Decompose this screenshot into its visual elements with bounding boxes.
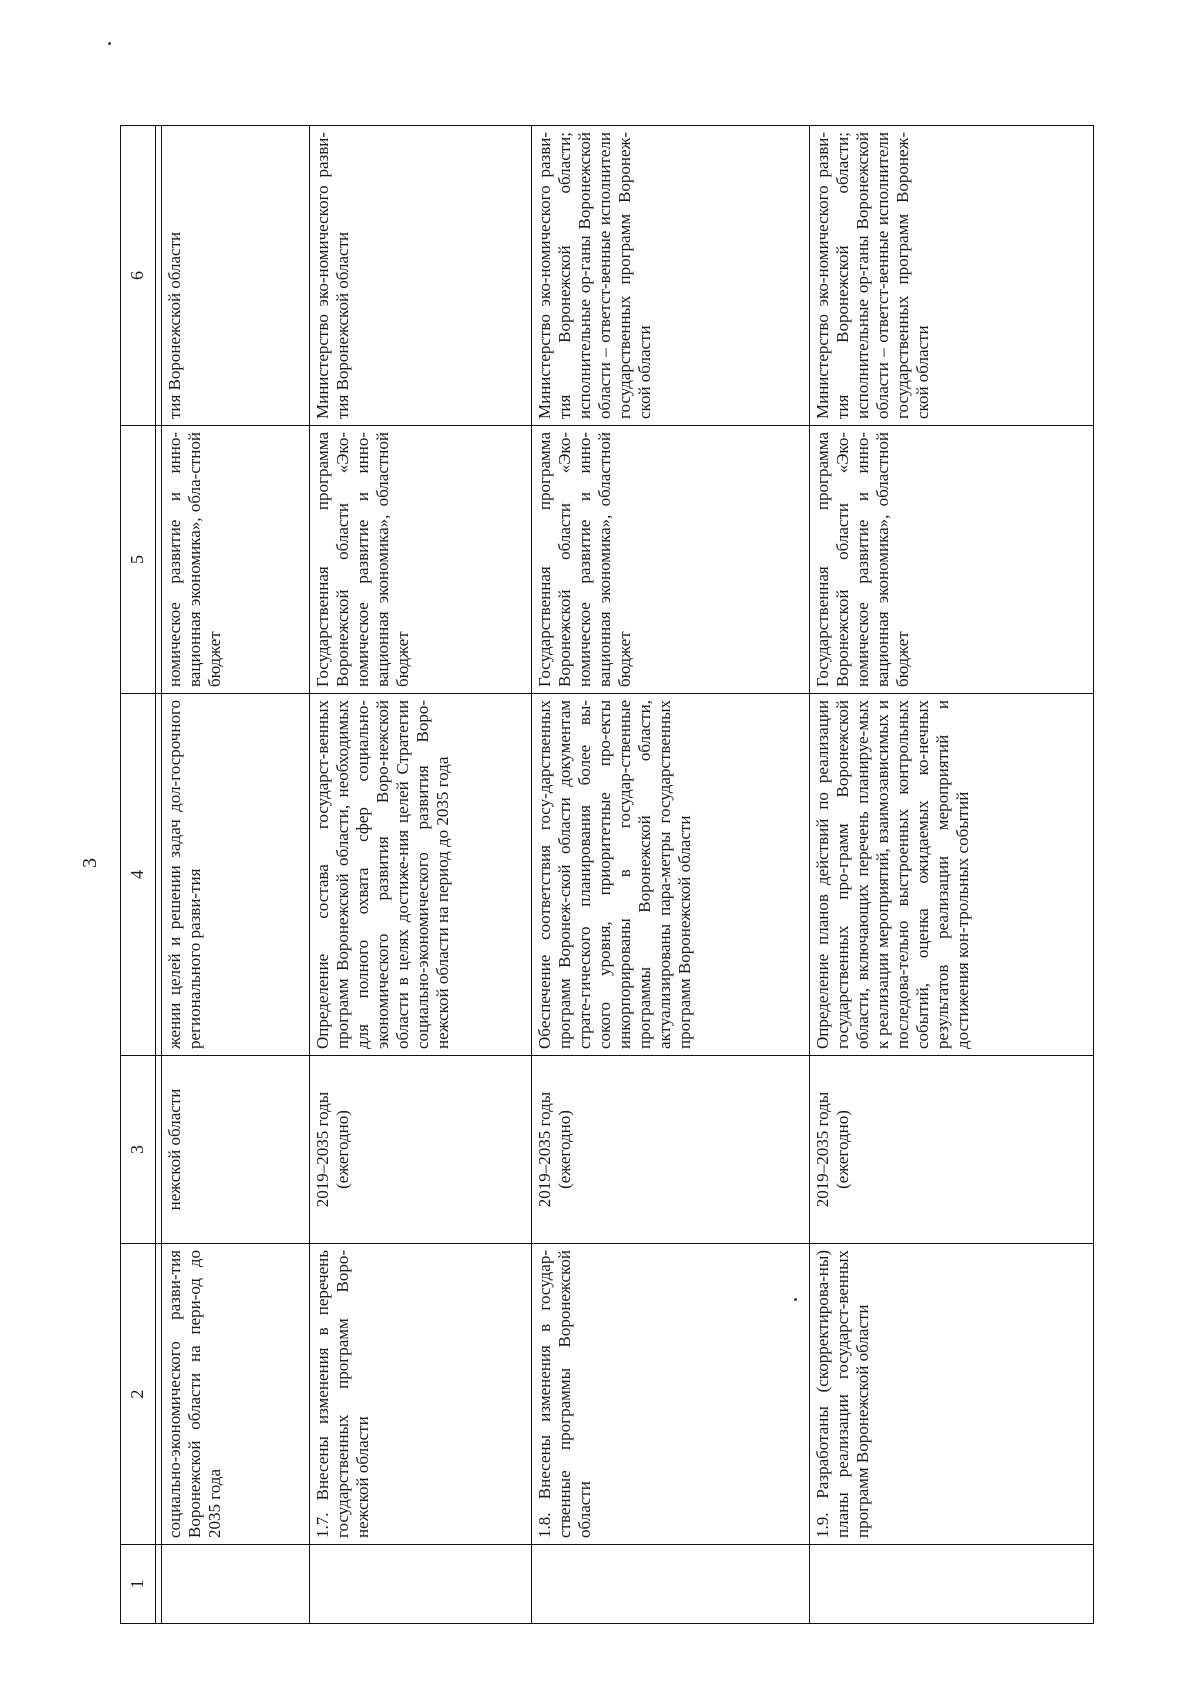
funding-cell: Государственная программа Воронежской области «Эко-номическое развитие и инно-вационная экономика», областной бюджет [810, 426, 1094, 694]
measure-cell: социально-экономического разви-тия Воронежской области на пери-од до 2035 года [162, 1244, 310, 1545]
table-row [310, 126, 532, 1624]
column-header: 5 [121, 426, 156, 694]
column-header: 1 [121, 1545, 156, 1624]
executor-cell: тия Воронежской области [162, 126, 310, 426]
result-cell: Определение планов действий по реализации государственных про-грамм Воронежской области, включающих перечень планируе-мых к реализации мероприятий, взаимозависимых и последова-тельно выстроенных контрольных событий, оценка ожидаемых ко-нечных результатов реализации мероприятий и достижения кон-трольных событий [810, 694, 1094, 1056]
measure-cell: 1.7. Внесены изменения в перечень государственных программ Воро-нежской области [310, 1244, 532, 1545]
page-number: 3 [79, 858, 101, 868]
period-cell: нежской области [162, 1056, 310, 1244]
table-row [162, 126, 310, 1624]
measure-cell: 1.8. Внесены изменения в государ-ственные программы Воронежской области [532, 1244, 810, 1545]
funding-cell: Государственная программа Воронежской области «Эко-номическое развитие и инно-вационная экономика», областной бюджет [310, 426, 532, 694]
result-cell: Определение состава государст-венных программ Воронежской области, необходимых для полного охвата сфер социально-экономического развития Воро-нежской области в целях достиже-ния целей Стратегии социально-экономического развития Воро-нежской области на период до 2035 года [310, 694, 532, 1056]
funding-cell: номическое развитие и инно-вационная экономика», обла-стной бюджет [162, 426, 310, 694]
column-header: 2 [121, 1244, 156, 1545]
executor-cell: Министерство эко-номического разви-тия Воронежской области [310, 126, 532, 426]
measures-table [120, 125, 1094, 1624]
period-cell: 2019–2035 годы (ежегодно) [810, 1056, 1094, 1244]
row-number-cell [162, 1545, 310, 1624]
rotated-table-container [120, 126, 1094, 1624]
column-header: 4 [121, 694, 156, 1056]
measure-cell: 1.9. Разработаны (скорректирова-ны) планы реализации государст-венных программ Воронежской области [810, 1244, 1094, 1545]
executor-cell: Министерство эко-номического разви-тия Воронежской области; исполнительные ор-ганы Воронежской области – ответст-венные исполнители государственных программ Воронеж-ской области [810, 126, 1094, 426]
result-cell: Обеспечение соответствия госу-дарственных программ Воронеж-ской области документам страте-гического планирования более вы-сокого уровня, приоритетные про-екты инкорпорированы в государ-ственные программы Воронежской области, актуализированы пара-метры государственных программ Воронежской области [532, 694, 810, 1056]
column-header: 3 [121, 1056, 156, 1244]
table-row [532, 126, 810, 1624]
period-cell: 2019–2035 годы (ежегодно) [532, 1056, 810, 1244]
scan-speck [108, 42, 111, 45]
column-header: 6 [121, 126, 156, 426]
period-cell: 2019–2035 годы (ежегодно) [310, 1056, 532, 1244]
table-row [810, 126, 1094, 1624]
result-cell: жении целей и решении задач дол-госрочного регионального разви-тия [162, 694, 310, 1056]
row-number-cell [532, 1545, 810, 1624]
row-number-cell [310, 1545, 532, 1624]
table-header-row [121, 126, 156, 1624]
executor-cell: Министерство эко-номического разви-тия Воронежской области; исполнительные ор-ганы Воронежской области – ответст-венные исполнители государственных программ Воронеж-ской области [532, 126, 810, 426]
row-number-cell [810, 1545, 1094, 1624]
funding-cell: Государственная программа Воронежской области «Эко-номическое развитие и инно-вационная экономика», областной бюджет [532, 426, 810, 694]
